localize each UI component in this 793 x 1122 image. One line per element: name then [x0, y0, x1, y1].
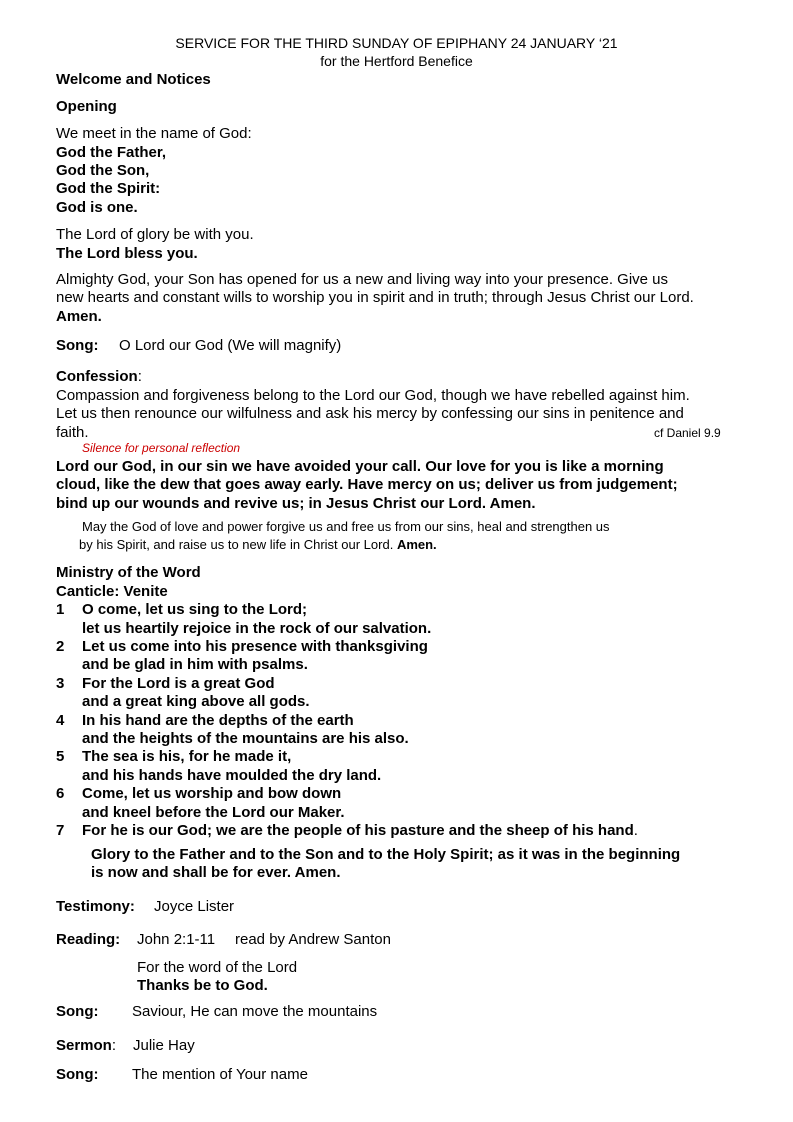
welcome-heading: Welcome and Notices	[56, 71, 211, 88]
greeting: The Lord of glory be with you.	[56, 226, 254, 243]
reading-label: Reading:	[56, 931, 121, 948]
verse-line: O come, let us sing to the Lord;	[82, 601, 308, 618]
song-3-title: The mention of Your name	[132, 1066, 308, 1083]
confession-line-3: faith.	[56, 424, 89, 441]
sermon-colon: :	[111, 1037, 117, 1054]
gloria-line-1: Glory to the Father and to the Son and to the Holy Spirit; as it was in the beginning	[91, 846, 681, 863]
confession-colon: :	[137, 368, 142, 385]
verse-line: For the Lord is a great God	[82, 675, 275, 692]
reading-passage: John 2:1-11	[137, 931, 216, 948]
verse-number: 2	[56, 638, 65, 655]
absolution-line-1: May the God of love and power forgive us and free us from our sins, heal and strengthen us	[82, 519, 610, 534]
collect-line-2: new hearts and constant wills to worship you in spirit and in truth; through Jesus Christ our Lord.	[56, 289, 694, 306]
opening-response-4: God is one.	[56, 199, 138, 216]
testimony-label: Testimony:	[56, 898, 135, 915]
confession-prayer-2: cloud, like the dew that goes away early. Have mercy on us; deliver us from judgement;	[56, 476, 678, 493]
verse-number: 5	[56, 748, 65, 765]
opening-response-1: God the Father,	[56, 144, 167, 161]
verse-line: let us heartily rejoice in the rock of our salvation.	[82, 620, 432, 637]
scripture-reference: cf Daniel 9.9	[654, 426, 721, 440]
opening-heading: Opening	[56, 98, 117, 115]
song-3-label: Song:	[56, 1066, 99, 1083]
gloria-line-2: is now and shall be for ever. Amen.	[91, 864, 341, 881]
reading-word: For the word of the Lord	[137, 959, 298, 976]
opening-response-3: God the Spirit:	[56, 180, 161, 197]
testimony-value: Joyce Lister	[154, 898, 235, 915]
reading-response: Thanks be to God.	[137, 977, 268, 994]
service-subtitle: for the Hertford Benefice	[320, 53, 473, 69]
opening-response-2: God the Son,	[56, 162, 150, 179]
verse-line: Let us come into his presence with thanksgiving	[82, 638, 428, 655]
absolution-text: by his Spirit, and raise us to new life in Christ our Lord.	[79, 537, 394, 552]
greeting-response: The Lord bless you.	[56, 245, 198, 262]
confession-line-1: Compassion and forgiveness belong to the Lord our God, though we have rebelled against him.	[56, 387, 690, 404]
verse-number: 3	[56, 675, 65, 692]
sermon-value: Julie Hay	[133, 1037, 195, 1054]
reading-reader: read by Andrew Santon	[235, 931, 391, 948]
collect-amen: Amen.	[56, 308, 102, 325]
absolution-amen: Amen.	[396, 537, 437, 552]
verse-number: 6	[56, 785, 65, 802]
verse-line: and a great king above all gods.	[82, 693, 310, 710]
sermon-label-text: Sermon	[56, 1037, 112, 1054]
confession-prayer-3: bind up our wounds and revive us; in Jesus Christ our Lord. Amen.	[56, 495, 536, 512]
canticle-heading: Canticle: Venite	[56, 583, 168, 600]
absolution-line-2	[79, 537, 437, 552]
ministry-heading: Ministry of the Word	[56, 564, 201, 581]
verse-line: Come, let us worship and bow down	[82, 785, 342, 802]
verse-line	[82, 822, 638, 839]
confession-heading-text: Confession	[56, 368, 138, 385]
verse-line: and be glad in him with psalms.	[82, 656, 308, 673]
collect-line-1: Almighty God, your Son has opened for us a new and living way into your presence. Give us	[56, 271, 669, 288]
verse-line: and the heights of the mountains are his also.	[82, 730, 409, 747]
song-1-label: Song:	[56, 337, 99, 354]
service-title: SERVICE FOR THE THIRD SUNDAY OF EPIPHANY 24 JANUARY ‘21	[175, 35, 618, 51]
verse-number: 1	[56, 601, 65, 618]
verse-line: and his hands have moulded the dry land.	[82, 767, 382, 784]
verse-line: The sea is his, for he made it,	[82, 748, 292, 765]
confession-line-2: Let us then renounce our wilfulness and ask his mercy by confessing our sins in penitence and	[56, 405, 684, 422]
song-1-title: O Lord our God (We will magnify)	[119, 337, 342, 354]
verse-line: and kneel before the Lord our Maker.	[82, 804, 345, 821]
confession-heading	[56, 368, 142, 385]
song-2-title: Saviour, He can move the mountains	[132, 1003, 378, 1020]
verse-7-period: .	[633, 822, 638, 839]
verse-7-text: For he is our God; we are the people of his pasture and the sheep of his hand	[82, 822, 634, 839]
verse-number: 7	[56, 822, 65, 839]
song-2-label: Song:	[56, 1003, 99, 1020]
confession-prayer-1: Lord our God, in our sin we have avoided your call. Our love for you is like a morning	[56, 458, 664, 475]
verse-line: In his hand are the depths of the earth	[82, 712, 354, 729]
silence-rubric: Silence for personal reflection	[82, 441, 241, 455]
sermon-label	[56, 1037, 116, 1054]
verse-number: 4	[56, 712, 65, 729]
opening-intro: We meet in the name of God:	[56, 125, 252, 142]
